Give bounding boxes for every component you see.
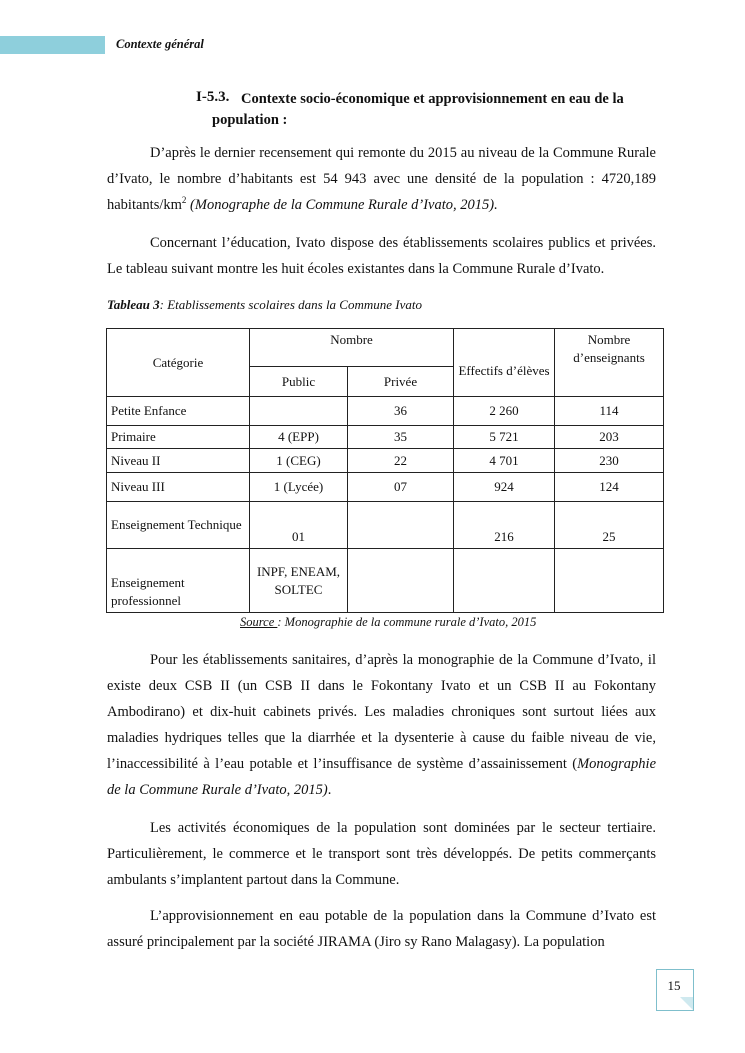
- header-privee: Privée: [348, 367, 454, 397]
- header-nombre: Nombre: [250, 329, 454, 367]
- table-row: Enseignement professionnel INPF, ENEAM, SOLTEC: [107, 549, 664, 613]
- header-title: Contexte général: [116, 37, 204, 51]
- header-enseignants: Nombre d’enseignants: [555, 329, 664, 397]
- paragraph-economy: Les activités économiques de la population sont dominées par le secteur tertiaire. Particulièrement, le commerce et le transport sont très développés. De petits commerçants ambulants s’implantent partout dans la Commune.: [107, 820, 656, 888]
- header-categorie: Catégorie: [107, 329, 250, 397]
- table-row: Petite Enfance 36 2 260 114: [107, 397, 664, 426]
- table-row: Primaire 4 (EPP) 35 5 721 203: [107, 426, 664, 449]
- section-title: Contexte socio-économique et approvisionnement en eau de la population :: [212, 91, 624, 128]
- schools-table: [106, 328, 664, 613]
- table-row: Enseignement Technique 01 216 25: [107, 502, 664, 549]
- paragraph-education: Concernant l’éducation, Ivato dispose des établissements scolaires publics et privées. Le tableau suivant montre les huit écoles existantes dans la Commune Rurale d’Ivato.: [107, 235, 656, 277]
- table-row: Niveau II 1 (CEG) 22 4 701 230: [107, 449, 664, 473]
- header-effectifs: Effectifs d’élèves: [454, 329, 555, 397]
- header-accent-bar: [0, 36, 105, 54]
- header-public: Public: [250, 367, 348, 397]
- page-corner-fold: [680, 997, 693, 1010]
- page-number: 15: [667, 978, 681, 993]
- paragraph-health: Pour les établissements sanitaires, d’après la monographie de la Commune d’Ivato, il existe deux CSB II (un CSB II dans le Fokontany Ivato et un CSB II au Fokontany Ambodirano) et dix-huit cabinets privés. Les maladies chroniques sont surtout liées aux maladies hydriques telles que la diarrhée et la dysenterie à cause du faible niveau de vie, l’inaccessibilité à l’eau potable et l’insuffisance de système d’assainissement (Monographie de la Commune Rurale d’Ivato, 2015).: [107, 652, 656, 798]
- paragraph-population: D’après le dernier recensement qui remonte du 2015 au niveau de la Commune Rurale d’Ivato, le nombre d’habitants est 54 943 avec une densité de la population : 4720,189 habitants/$km^2$ (Monographe de la Commune Rurale d’Ivato, 2015).: [107, 145, 656, 213]
- table-caption: Tableau 3: Etablissements scolaires dans la Commune Ivato: [107, 297, 422, 312]
- table-source: Source : Monographie de la commune rurale d’Ivato, 2015: [240, 615, 537, 629]
- table-row: Niveau III 1 (Lycée) 07 924 124: [107, 473, 664, 502]
- paragraph-water: L’approvisionnement en eau potable de la population dans la Commune d’Ivato est assuré principalement par la société JIRAMA (Jiro sy Rano Malagasy). La population: [107, 908, 656, 950]
- section-number: I-5.3.: [196, 89, 230, 105]
